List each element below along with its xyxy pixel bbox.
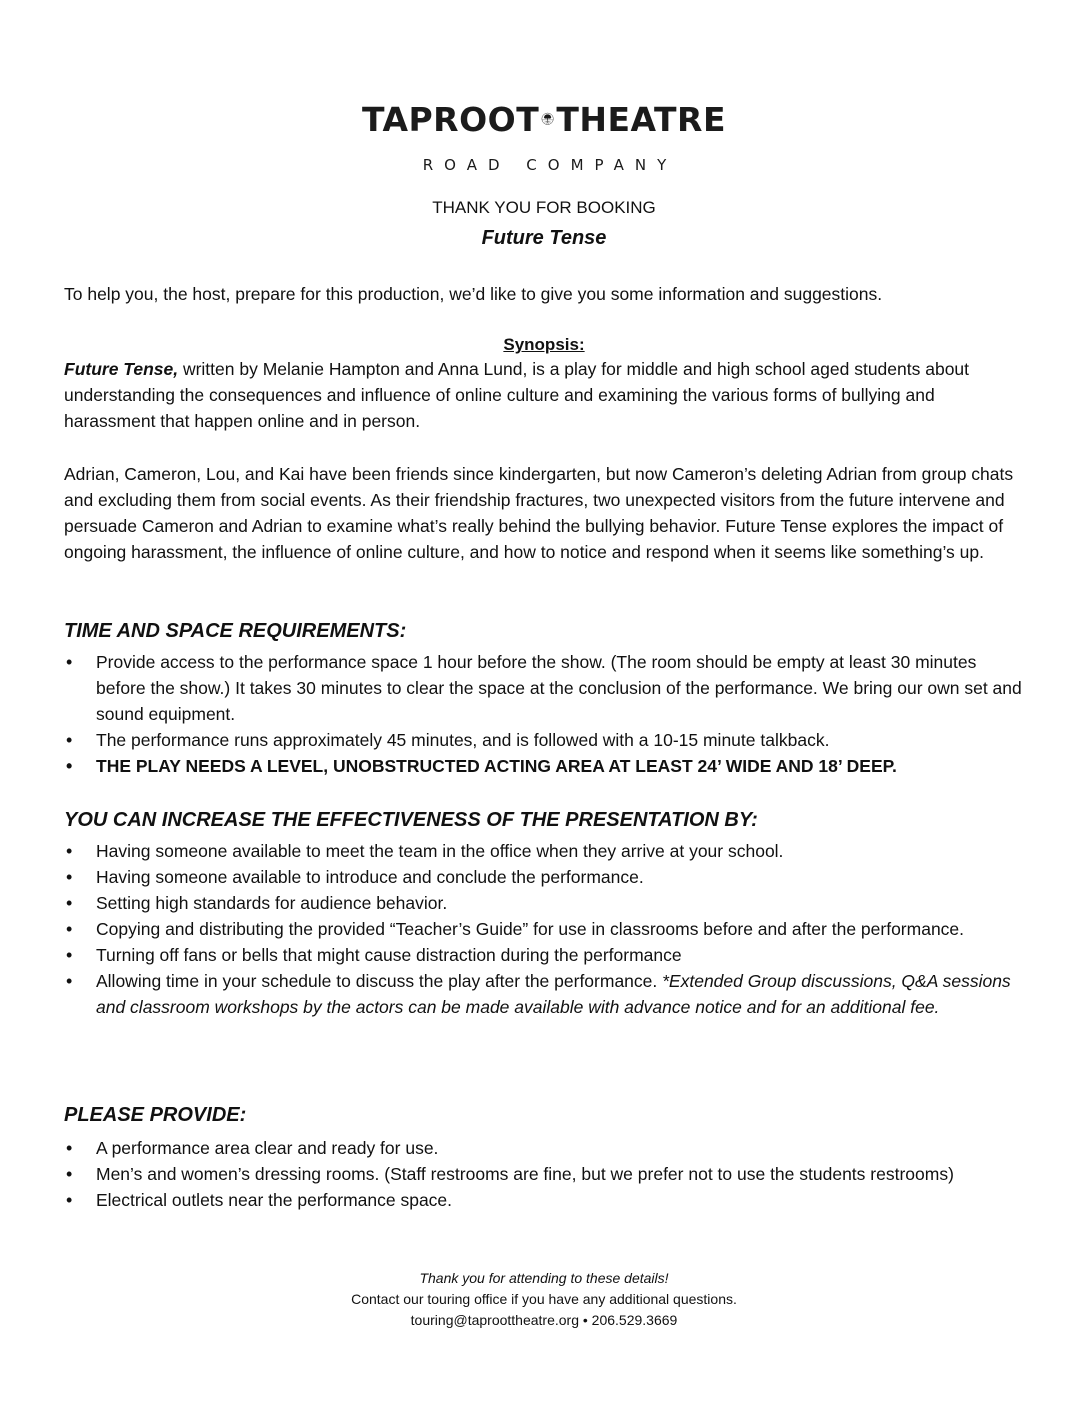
list-item [64,968,1024,1020]
synopsis-paragraph-1 [64,356,1024,434]
list-item: • Having someone available to introduce and conclude the performance. [64,864,1024,890]
list-item: • Men’s and women’s dressing rooms. (Staff restrooms are fine, but we prefer not to use the students restrooms) [64,1161,1024,1187]
play-title: Future Tense [481,227,607,249]
provide-heading: PLEASE PROVIDE: [64,1104,247,1126]
effectiveness-list [64,838,1024,1020]
synopsis-heading: Synopsis: [503,335,585,354]
tree-icon [541,90,554,148]
synopsis-title-ref: Future Tense, [64,359,179,379]
list-item: • Setting high standards for audience behavior. [64,890,1024,916]
list-item: • Provide access to the performance space 1 hour before the show. (The room should be empty at least 30 minutes before the show.) It takes 30 minutes to clear the space at the conclusion of the performance. We bring our own set and sound equipment. [64,649,1024,727]
time-space-list [64,649,1024,779]
synopsis-p1-text: written by Melanie Hampton and Anna Lund, is a play for middle and high school aged students about understanding the consequences and influence of online culture and examining the various forms of bullying and harassment that happen online and in person. [64,359,970,431]
list-item: • Copying and distributing the provided “Teacher’s Guide” for use in classrooms before and after the performance. [64,916,1024,942]
list-item: • Electrical outlets near the performance space. [64,1187,1024,1213]
time-space-heading: TIME AND SPACE REQUIREMENTS: [64,620,407,642]
provide-list [64,1135,1024,1213]
logo-right-word: THEATRE [556,99,726,139]
synopsis-paragraph-2: Adrian, Cameron, Lou, and Kai have been friends since kindergarten, but now Cameron’s deleting Adrian from group chats and excluding them from social events. As their friendship fractures, two unexpected visitors from the future intervene and persuade Cameron and Adrian to examine what’s really behind the bullying behavior. Future Tense explores the impact of ongoing harassment, the influence of online culture, and how to notice and respond when it seems like something’s up. [64,464,1014,562]
footer-contact: Contact our touring office if you have any additional questions. [351,1291,737,1307]
list-item: • Having someone available to meet the team in the office when they arrive at your school. [64,838,1024,864]
footer-email-phone: touring@taproottheatre.org • 206.529.3669 [410,1312,678,1328]
footer-thanks: Thank you for attending to these details! [419,1270,669,1286]
footer [0,1268,1088,1331]
intro-paragraph: To help you, the host, prepare for this production, we’d like to give you some information and suggestions. [64,284,883,304]
list-item: • The performance runs approximately 45 minutes, and is followed with a 10-15 minute talkback. [64,727,1024,753]
logo-left-word: TAPROOT [362,99,540,139]
logo-subtitle: ROAD COMPANY [422,156,678,174]
list-item: • THE PLAY NEEDS A LEVEL, UNOBSTRUCTED ACTING AREA AT LEAST 24’ WIDE AND 18’ DEEP. [64,753,1024,779]
list-item-text: Allowing time in your schedule to discuss the play after the performance. [96,971,663,991]
list-item: • A performance area clear and ready for use. [64,1135,1024,1161]
list-item: • Turning off fans or bells that might cause distraction during the performance [64,942,1024,968]
thank-you-line: THANK YOU FOR BOOKING [432,198,656,217]
effectiveness-heading: YOU CAN INCREASE THE EFFECTIVENESS OF THE PRESENTATION BY: [64,809,758,831]
list-item-note: *Extended Group discussions, Q&A sessions and classroom workshops by the actors can be made available with advance notice and for an additional fee. [96,971,1011,1017]
taproot-logo [362,88,726,178]
